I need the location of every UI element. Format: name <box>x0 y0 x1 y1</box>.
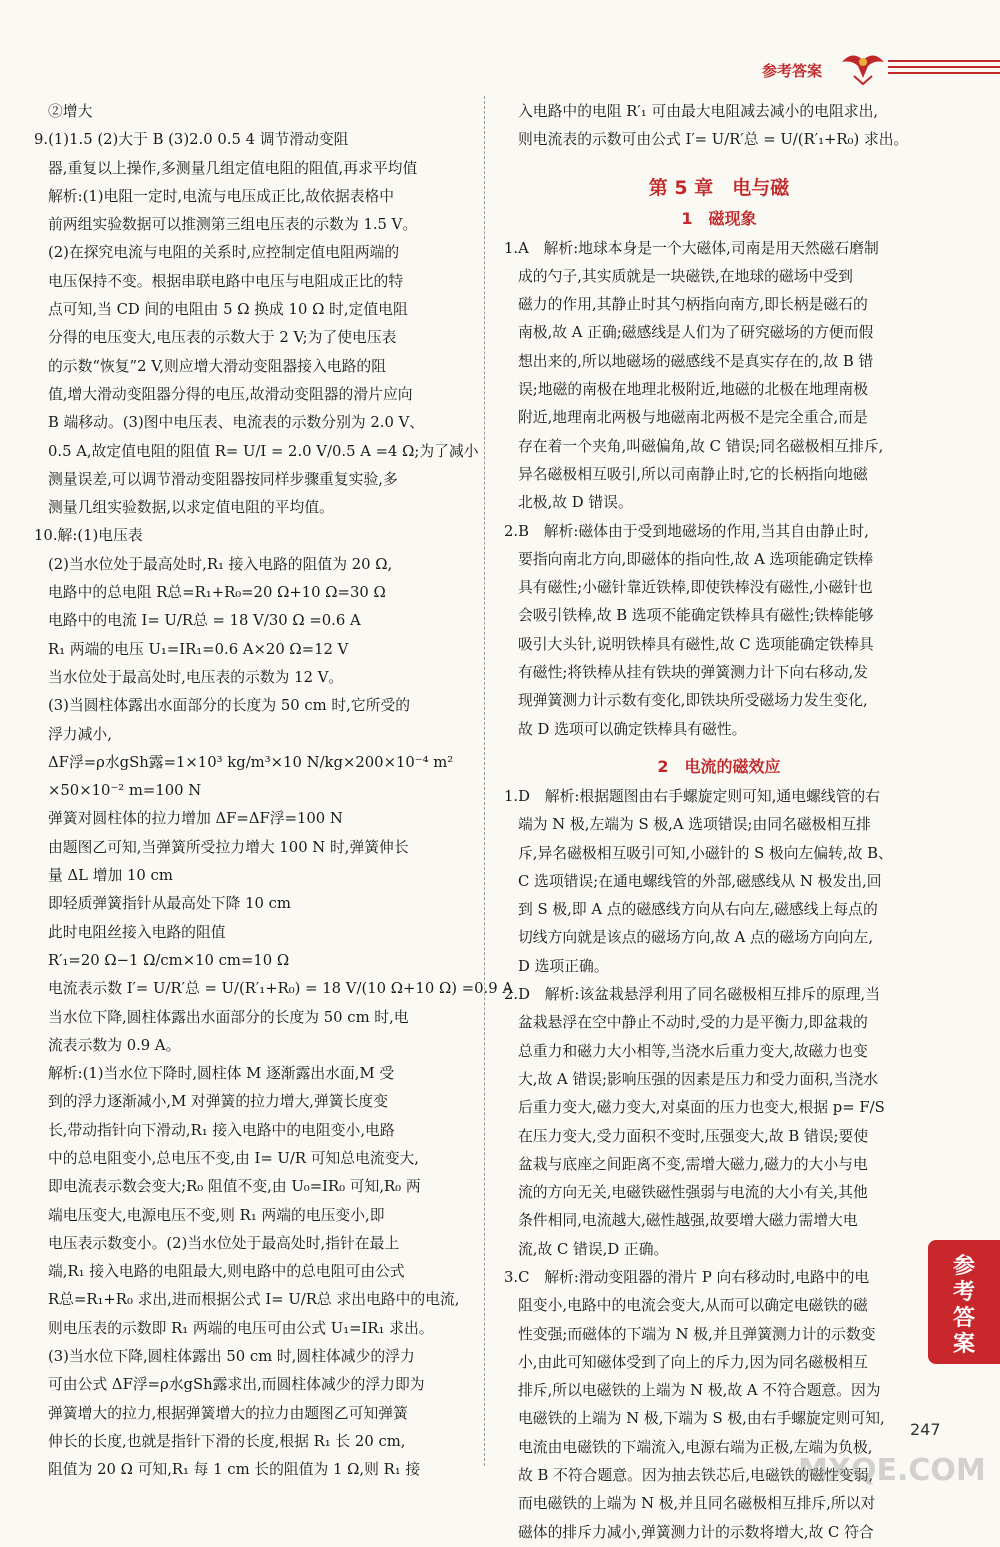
page-number: 247 <box>910 1420 941 1439</box>
text-line: 分得的电压变大,电压表的示数大于 2 V;为了使电压表 <box>48 329 397 347</box>
text-line: 电路中的电流 I= U/R总 = 18 V/30 Ω =0.6 A <box>48 612 361 630</box>
text-line: 到 S 极,即 A 点的磁感线方向从右向左,磁感线上每点的 <box>518 901 878 919</box>
text-line: 器,重复以上操作,多测量几组定值电阻的阻值,再求平均值 <box>48 159 418 177</box>
text-line: 存在着一个夹角,叫磁偏角,故 C 错误;同名磁极相互排斥, <box>518 437 884 455</box>
text-line: 阻值为 20 Ω 可知,R₁ 每 1 cm 长的阻值为 1 Ω,则 R₁ 接 <box>48 1461 421 1479</box>
text-line: 阻变小,电路中的电流会变大,从而可以确定电磁铁的磁 <box>518 1297 868 1315</box>
text-line: 则电流表的示数可由公式 I′= U/R′总 = U/(R′₁+R₀) 求出。 <box>518 131 909 149</box>
text-line: 1.A 解析:地球本身是一个大磁体,司南是用天然磁石磨制 <box>504 239 879 257</box>
text-line: 电流表示数 I′= U/R′总 = U/(R′₁+R₀) = 18 V/(10 Ω+10 Ω) =0.9 A <box>48 980 514 998</box>
text-line: 电路中的总电阻 R总=R₁+R₀=20 Ω+10 Ω=30 Ω <box>48 584 386 602</box>
text-line: 端为 N 极,左端为 S 极,A 选项错误;由同名磁极相互排 <box>518 816 871 834</box>
text-line: R′₁=20 Ω−1 Ω/cm×10 cm=10 Ω <box>48 951 290 969</box>
text-line: 当水位处于最高处时,电压表的示数为 12 V。 <box>48 668 344 686</box>
right-column <box>504 98 934 1547</box>
text-line: 大,故 A 错误;影响压强的因素是压力和受力面积,当浇水 <box>518 1070 879 1088</box>
text-line: 条件相同,电流越大,磁性越强,故要增大磁力需增大电 <box>518 1212 858 1230</box>
text-line: 电压表示数变小。(2)当水位处于最高处时,指针在最上 <box>48 1234 400 1252</box>
text-line: 3.C 解析:滑动变阻器的滑片 P 向右移动时,电路中的电 <box>504 1268 870 1286</box>
text-line: 9.(1)1.5 (2)大于 B (3)2.0 0.5 4 调节滑动变阻 <box>34 131 349 149</box>
text-line: 现弹簧测力计示数有变化,即铁块所受磁场力发生变化, <box>518 692 868 710</box>
side-tab <box>928 1240 1000 1364</box>
text-line: 由题图乙可知,当弹簧所受拉力增大 100 N 时,弹簧伸长 <box>48 838 409 856</box>
header-rule-lines <box>888 60 1000 78</box>
text-line: ΔF浮=ρ水gSh露=1×10³ kg/m³×10 N/kg×200×10⁻⁴ m² <box>48 753 454 771</box>
text-line: 切线方向就是该点的磁场方向,故 A 点的磁场方向向左, <box>518 929 874 947</box>
text-line: 当水位下降,圆柱体露出水面部分的长度为 50 cm 时,电 <box>48 1008 409 1026</box>
text-line: 到的浮力逐渐减小,M 对弹簧的拉力增大,弹簧长度变 <box>48 1093 388 1111</box>
text-line: (2)在探究电流与电阻的关系时,应控制定值电阻两端的 <box>48 244 400 262</box>
side-tab-label: 参考答案 <box>952 1254 975 1357</box>
text-line: 斥,异名磁极相互吸引可知,小磁针的 S 极向左偏转,故 B、 <box>518 844 893 862</box>
text-line: C 选项错误;在通电螺线管的外部,磁感线从 N 极发出,回 <box>518 872 882 890</box>
text-line: 盆栽与底座之间距离不变,需增大磁力,磁力的大小与电 <box>518 1155 868 1173</box>
text-line: 解析:(1)当水位下降时,圆柱体 M 逐渐露出水面,M 受 <box>48 1065 395 1083</box>
watermark-text: MXQE.COM <box>798 1453 986 1488</box>
text-line: 磁体的排斥力减小,弹簧测力计的示数将增大,故 C 符合 <box>518 1523 874 1541</box>
text-line: 成的勺子,其实质就是一块磁铁,在地球的磁场中受到 <box>518 267 853 285</box>
text-line: 10.解:(1)电压表 <box>34 527 143 545</box>
text-line: 流的方向无关,电磁铁磁性强弱与电流的大小有关,其他 <box>518 1184 868 1202</box>
text-line: 测量误差,可以调节滑动变阻器按同样步骤重复实验,多 <box>48 470 398 488</box>
text-line: 入电路中的电阻 R′₁ 可由最大电阻减去减小的电阻求出, <box>518 103 879 120</box>
text-line: 量 ΔL 增加 10 cm <box>48 867 173 885</box>
text-line: 即电流表示数会变大;R₀ 阻值不变,由 U₀=IR₀ 可知,R₀ 两 <box>48 1178 421 1196</box>
text-line: 浮力减小, <box>48 725 112 743</box>
text-line: 即轻质弹簧指针从最高处下降 10 cm <box>48 895 291 913</box>
text-line: 想出来的,所以地磁场的磁感线不是真实存在的,故 B 错 <box>518 352 874 370</box>
text-line: 北极,故 D 错误。 <box>518 494 633 512</box>
text-line: 盆栽悬浮在空中静止不动时,受的力是平衡力,即盆栽的 <box>518 1014 868 1032</box>
text-line: 具有磁性;小磁针靠近铁棒,即使铁棒没有磁性,小磁针也 <box>518 579 873 597</box>
text-line: 端,R₁ 接入电路的电阻最大,则电路中的总电阻可由公式 <box>48 1263 405 1281</box>
text-line: 前两组实验数据可以推测第三组电压表的示数为 1.5 V。 <box>48 216 418 234</box>
text-line: (2)当水位处于最高处时,R₁ 接入电路的阻值为 20 Ω, <box>48 555 393 573</box>
text-line: 总重力和磁力大小相等,当浇水后重力变大,故磁力也变 <box>518 1042 868 1060</box>
text-line: 弹簧对圆柱体的拉力增加 ΔF=ΔF浮=100 N <box>48 810 343 828</box>
text-line: 故 D 选项可以确定铁棒具有磁性。 <box>518 720 747 738</box>
text-line: 故 B 不符合题意。因为抽去铁芯后,电磁铁的磁性变弱, <box>518 1467 874 1485</box>
text-line: 电压保持不变。根据串联电路中电压与电阻成正比的特 <box>48 272 404 290</box>
text-line: 有磁性;将铁棒从挂有铁块的弹簧测力计下向右移动,发 <box>518 664 869 682</box>
text-line: 伸长的长度,也就是指针下滑的长度,根据 R₁ 长 20 cm, <box>48 1432 406 1450</box>
text-line: ②增大 <box>48 103 93 120</box>
text-line: 后重力变大,磁力变大,对桌面的压力也变大,根据 p= F/S <box>518 1099 885 1117</box>
text-line: 解析:(1)电阻一定时,电流与电压成正比,故依据表格中 <box>48 187 395 205</box>
text-line: ×50×10⁻² m=100 N <box>48 782 202 800</box>
text-line: 可由公式 ΔF浮=ρ水gSh露求出,而圆柱体减少的浮力即为 <box>48 1376 425 1394</box>
text-line: 误;地磁的南极在地理北极附近,地磁的北极在地理南极 <box>518 381 869 399</box>
text-line: 端电压变大,电源电压不变,则 R₁ 两端的电压变小,即 <box>48 1206 385 1224</box>
text-line: (3)当圆柱体露出水面部分的长度为 50 cm 时,它所受的 <box>48 697 411 715</box>
text-line: R总=R₁+R₀ 求出,进而根据公式 I= U/R总 求出电路中的电流, <box>48 1291 460 1309</box>
text-line: 附近,地理南北两极与地磁南北两极不是完全重合,而是 <box>518 409 868 427</box>
chapter-title: 第 5 章 电与磁 <box>648 176 790 199</box>
text-line: 在压力变大,受力面积不变时,压强变大,故 B 错误;要使 <box>518 1127 869 1145</box>
text-line: 2.B 解析:磁体由于受到地磁场的作用,当其自由静止时, <box>504 522 869 540</box>
text-line: 而电磁铁的上端为 N 极,并且同名磁极相互排斥,所以对 <box>518 1495 876 1513</box>
text-line: 会吸引铁棒,故 B 选项不能确定铁棒具有磁性;铁棒能够 <box>518 607 874 625</box>
text-line: 此时电阻丝接入电路的阻值 <box>48 923 226 941</box>
section1-title: 1 磁现象 <box>681 208 757 228</box>
text-line: 中的总电阻变小,总电压不变,由 I= U/R 可知总电流变大, <box>48 1149 420 1167</box>
text-line: 异名磁极相互吸引,所以司南静止时,它的长柄指向地磁 <box>518 465 868 483</box>
text-line: 2.D 解析:该盆栽悬浮利用了同名磁极相互排斥的原理,当 <box>504 986 881 1004</box>
text-line: 流表示数为 0.9 A。 <box>48 1036 181 1054</box>
text-line: 电流由电磁铁的下端流入,电源右端为正极,左端为负极, <box>518 1438 873 1456</box>
text-line: 0.5 A,故定值电阻的阻值 R= U/I = 2.0 V/0.5 A =4 Ω;为了减小 <box>48 442 479 460</box>
text-line: 的示数“恢复”2 V,则应增大滑动变阻器接入电路的阻 <box>48 357 386 375</box>
text-line: 弹簧增大的拉力,根据弹簧增大的拉力由题图乙可知弹簧 <box>48 1404 408 1422</box>
text-line: 性变强;而磁体的下端为 N 极,并且弹簧测力计的示数变 <box>518 1325 876 1343</box>
left-column <box>34 98 514 1485</box>
text-line: (3)当水位下降,圆柱体露出 50 cm 时,圆柱体减少的浮力 <box>48 1348 415 1366</box>
section1-answers <box>504 235 934 744</box>
right-column-continuation <box>504 98 934 155</box>
text-line: D 选项正确。 <box>518 957 609 975</box>
text-line: R₁ 两端的电压 U₁=IR₁=0.6 A×20 Ω=12 V <box>48 640 349 658</box>
text-line: 则电压表的示数即 R₁ 两端的电压可由公式 U₁=IR₁ 求出。 <box>48 1319 434 1337</box>
text-line: 排斥,所以电磁铁的上端为 N 极,故 A 不符合题意。因为 <box>518 1382 881 1400</box>
eagle-logo-icon <box>840 48 886 86</box>
text-line: 测量几组实验数据,以求定值电阻的平均值。 <box>48 499 334 517</box>
text-line: 长,带动指针向下滑动,R₁ 接入电路中的电阻变小,电路 <box>48 1121 395 1139</box>
text-line: 值,增大滑动变阻器分得的电压,故滑动变阻器的滑片应向 <box>48 385 413 403</box>
text-line: 1.D 解析:根据题图由右手螺旋定则可知,通电螺线管的右 <box>504 787 881 805</box>
text-line: 电磁铁的上端为 N 极,下端为 S 极,由右手螺旋定则可知, <box>518 1410 885 1428</box>
column-divider <box>484 96 486 1466</box>
page-header <box>690 48 1000 88</box>
section2-title: 2 电流的磁效应 <box>657 756 781 776</box>
watermark-icon <box>790 1400 990 1490</box>
text-line: 要指向南北方向,即磁体的指向性,故 A 选项能确定铁棒 <box>518 550 874 568</box>
text-line: 磁力的作用,其静止时其勺柄指向南方,即长柄是磁石的 <box>518 296 868 314</box>
text-line: B 端移动。(3)图中电压表、电流表的示数分别为 2.0 V、 <box>48 414 425 432</box>
text-line: 南极,故 A 正确;磁感线是人们为了研究磁场的方便而假 <box>518 324 874 342</box>
text-line: 小,由此可知磁体受到了向上的斥力,因为同名磁极相互 <box>518 1353 868 1371</box>
header-label: 参考答案 <box>762 62 823 80</box>
text-line: 吸引大头针,说明铁棒具有磁性,故 C 选项能确定铁棒具 <box>518 635 874 653</box>
text-line: 点可知,当 CD 间的电阻由 5 Ω 换成 10 Ω 时,定值电阻 <box>48 301 408 319</box>
text-line: 流,故 C 错误,D 正确。 <box>518 1240 669 1258</box>
